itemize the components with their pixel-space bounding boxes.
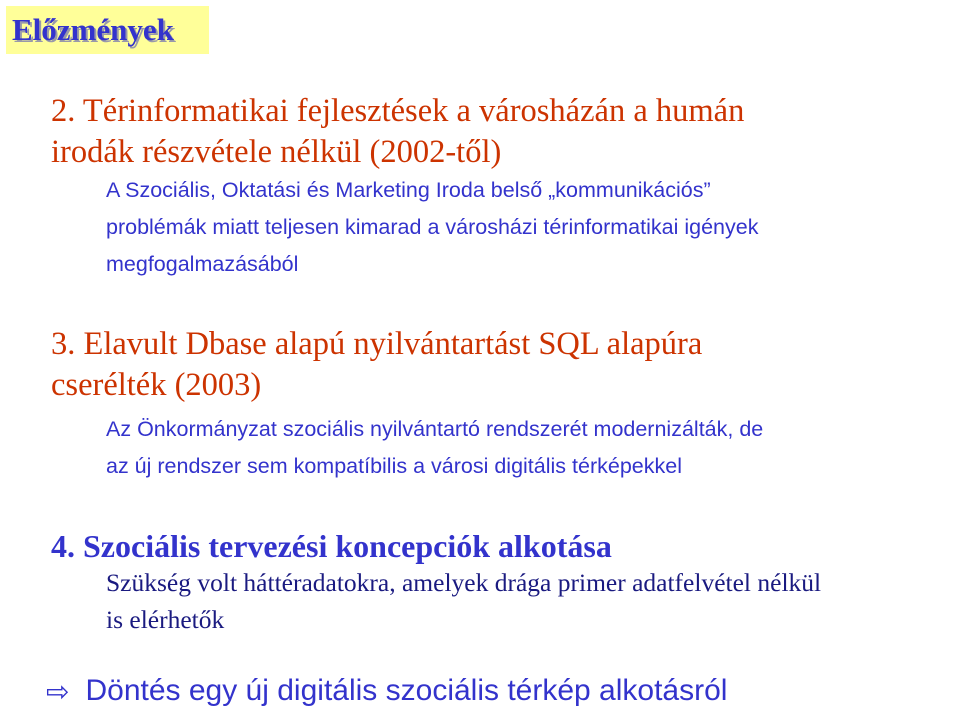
section-4-heading-line-1: 4. Szociális tervezési koncepciók alkotása xyxy=(51,528,612,564)
conclusion xyxy=(46,674,727,708)
section-4-body xyxy=(106,564,821,638)
outlined-arrow-icon: ⇨ xyxy=(46,674,70,708)
section-2-heading-line-1: 2. Térinformatikai fejlesztések a városházán a humán xyxy=(51,93,745,129)
section-3-body-line-2: az új rendszer sem kompatíbilis a városi digitális térképekkel xyxy=(106,454,682,478)
section-2-body-line-1: A Szociális, Oktatási és Marketing Iroda belső „kommunikációs” xyxy=(106,178,711,202)
section-2-heading xyxy=(51,91,744,173)
section-4-body-line-1: Szükség volt háttéradatokra, amelyek drága primer adatfelvétel nélkül xyxy=(106,568,822,597)
title-box xyxy=(6,6,209,54)
section-2-heading-line-2: irodák részvétele nélkül (2002-től) xyxy=(51,134,502,170)
section-4-body-line-2: is elérhetők xyxy=(106,605,225,634)
section-3-body xyxy=(106,411,763,485)
conclusion-text: Döntés egy új digitális szociális térkép alkotásról xyxy=(85,674,728,707)
section-2-body xyxy=(106,172,758,283)
section-2-body-line-3: megfogalmazásából xyxy=(106,252,299,276)
slide-title: Előzmények xyxy=(12,12,174,47)
section-3-body-line-1: Az Önkormányzat szociális nyilvántartó rendszerét modernizálták, de xyxy=(106,417,764,441)
section-2-body-line-2: problémák miatt teljesen kimarad a városházi térinformatikai igények xyxy=(106,215,759,239)
section-3-heading xyxy=(51,324,702,406)
section-3-heading-line-1: 3. Elavult Dbase alapú nyilvántartást SQL alapúra xyxy=(51,326,703,362)
section-3-heading-line-2: cserélték (2003) xyxy=(51,367,262,403)
section-4-heading xyxy=(51,526,612,567)
